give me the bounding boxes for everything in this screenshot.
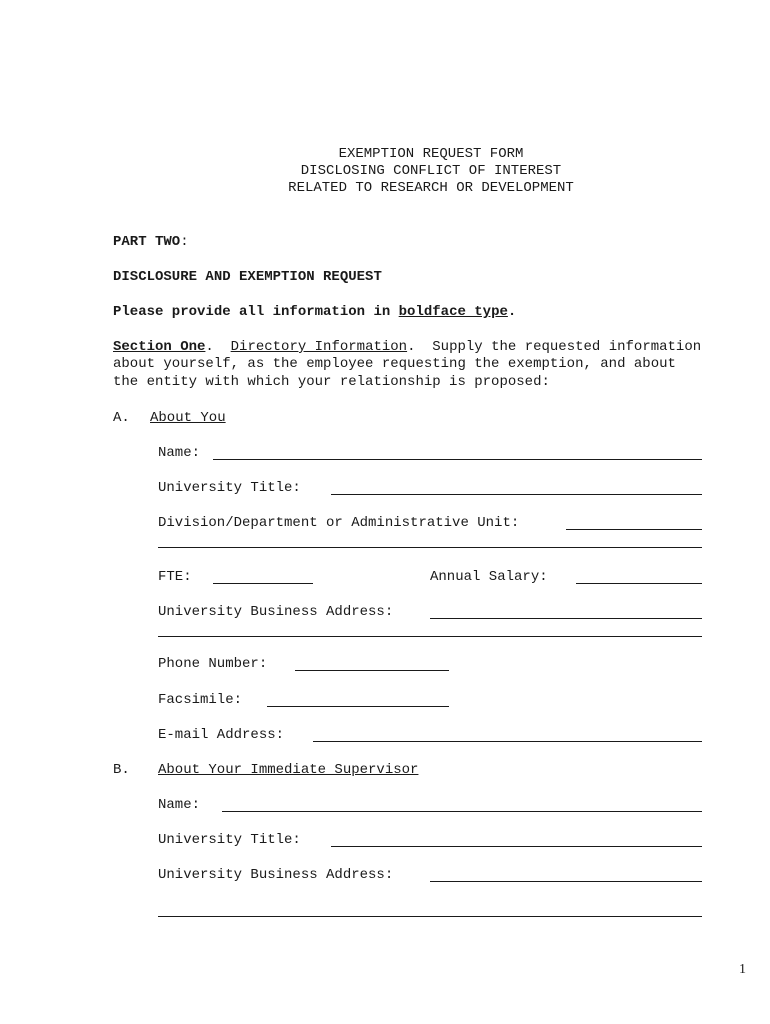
phone-number-label: Phone Number: [158, 656, 268, 672]
section-one-line-1 [113, 339, 701, 356]
part-a-title: About You [150, 410, 226, 426]
supervisor-name-label: Name: [158, 797, 201, 813]
business-address-label: University Business Address: [158, 604, 394, 620]
business-address-field[interactable] [430, 618, 702, 619]
fte-label: FTE: [158, 569, 192, 585]
facsimile-field[interactable] [267, 706, 449, 707]
part-b-letter: B. [113, 762, 130, 778]
division-field-continued[interactable] [158, 547, 702, 548]
supervisor-title-field[interactable] [331, 846, 702, 847]
supervisor-name-field[interactable] [222, 811, 702, 812]
form-title-line-2: DISCLOSING CONFLICT OF INTEREST [300, 163, 562, 179]
name-field[interactable] [213, 459, 702, 460]
name-label: Name: [158, 445, 201, 461]
section-one-label: Section One [113, 339, 206, 355]
page-number: 1 [739, 962, 746, 977]
part-colon: : [180, 234, 189, 250]
section-one-line-2: about yourself, as the employee requesting the exemption, and about [113, 356, 676, 372]
division-field[interactable] [566, 529, 702, 530]
university-title-label: University Title: [158, 480, 301, 496]
part-a-letter: A. [113, 410, 130, 426]
section-one-line-1-rest: . Supply the requested information [407, 339, 702, 355]
supervisor-address-field[interactable] [430, 881, 702, 882]
annual-salary-field[interactable] [576, 583, 702, 584]
supervisor-address-field-continued[interactable] [158, 916, 702, 917]
university-title-field[interactable] [331, 494, 702, 495]
part-label: PART TWO [113, 234, 181, 250]
phone-number-field[interactable] [295, 670, 449, 671]
annual-salary-label: Annual Salary: [430, 569, 548, 585]
form-title-line-3: RELATED TO RESEARCH OR DEVELOPMENT [288, 180, 574, 196]
email-address-field[interactable] [313, 741, 702, 742]
instruction-text [113, 304, 516, 321]
instruction-prefix: Please provide all information in [113, 304, 399, 320]
supervisor-address-label: University Business Address: [158, 867, 394, 883]
instruction-suffix: . [507, 304, 517, 320]
facsimile-label: Facsimile: [158, 692, 243, 708]
division-label: Division/Department or Administrative Unit: [158, 515, 520, 531]
form-title-line-1: EXEMPTION REQUEST FORM [338, 146, 524, 162]
part-b-title: About Your Immediate Supervisor [158, 762, 419, 778]
instruction-emphasis: boldface type [398, 304, 508, 320]
section-one-sep: . [205, 339, 231, 355]
email-address-label: E-mail Address: [158, 727, 285, 743]
disclosure-heading: DISCLOSURE AND EXEMPTION REQUEST [113, 269, 382, 285]
fte-field[interactable] [213, 583, 313, 584]
section-one-title: Directory Information [230, 339, 408, 355]
part-heading [113, 234, 189, 251]
section-one-line-3: the entity with which your relationship is proposed: [113, 374, 550, 390]
supervisor-title-label: University Title: [158, 832, 301, 848]
business-address-field-continued[interactable] [158, 636, 702, 637]
